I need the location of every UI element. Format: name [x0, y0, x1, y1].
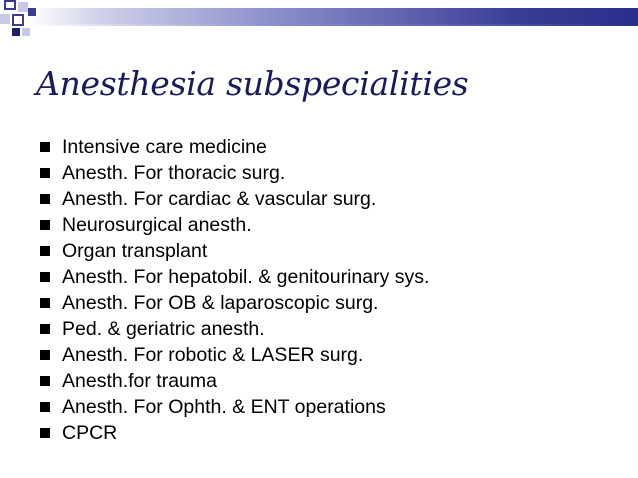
list-item: [40, 186, 429, 212]
list-item: [40, 212, 429, 238]
list-item: [40, 160, 429, 186]
list-item-label: Anesth. For cardiac & vascular surg.: [62, 187, 377, 210]
square-bullet-icon: [40, 246, 50, 256]
decor-square-outline: [12, 14, 24, 26]
square-bullet-icon: [40, 220, 50, 230]
slide-title: Anesthesia subspecialities: [36, 64, 469, 103]
decor-square-light: [22, 28, 30, 36]
square-bullet-icon: [40, 376, 50, 386]
decor-square-light: [0, 14, 10, 24]
list-item: [40, 342, 429, 368]
list-item-label: Anesth.for trauma: [62, 369, 217, 392]
decor-square-light: [18, 2, 28, 12]
list-item-label: Anesth. For hepatobil. & genitourinary sys.: [62, 265, 430, 288]
decor-square-filled: [28, 8, 36, 16]
list-item: [40, 420, 429, 446]
list-item: [40, 290, 429, 316]
list-item: [40, 394, 429, 420]
square-bullet-icon: [40, 324, 50, 334]
square-bullet-icon: [40, 272, 50, 282]
square-bullet-icon: [40, 402, 50, 412]
list-item: [40, 316, 429, 342]
square-bullet-icon: [40, 168, 50, 178]
header-gradient-line: [28, 24, 638, 26]
header-gradient-bar: [28, 8, 638, 24]
square-bullet-icon: [40, 428, 50, 438]
decor-square-dark: [12, 28, 20, 36]
list-item: [40, 368, 429, 394]
list-item-label: Anesth. For OB & laparoscopic surg.: [62, 291, 379, 314]
square-bullet-icon: [40, 142, 50, 152]
square-bullet-icon: [40, 350, 50, 360]
square-bullet-icon: [40, 298, 50, 308]
list-item-label: Anesth. For Ophth. & ENT operations: [62, 395, 386, 418]
list-item-label: Organ transplant: [62, 239, 208, 262]
decor-square-outline: [4, 0, 16, 10]
list-item: [40, 134, 429, 160]
square-bullet-icon: [40, 194, 50, 204]
list-item-label: Neurosurgical anesth.: [62, 213, 252, 236]
list-item-label: Intensive care medicine: [62, 135, 267, 158]
list-item: [40, 238, 429, 264]
list-item: [40, 264, 429, 290]
list-item-label: CPCR: [62, 421, 118, 444]
list-item-label: Anesth. For thoracic surg.: [62, 161, 286, 184]
bullet-list: [40, 134, 429, 446]
list-item-label: Anesth. For robotic & LASER surg.: [62, 343, 364, 366]
list-item-label: Ped. & geriatric anesth.: [62, 317, 265, 340]
